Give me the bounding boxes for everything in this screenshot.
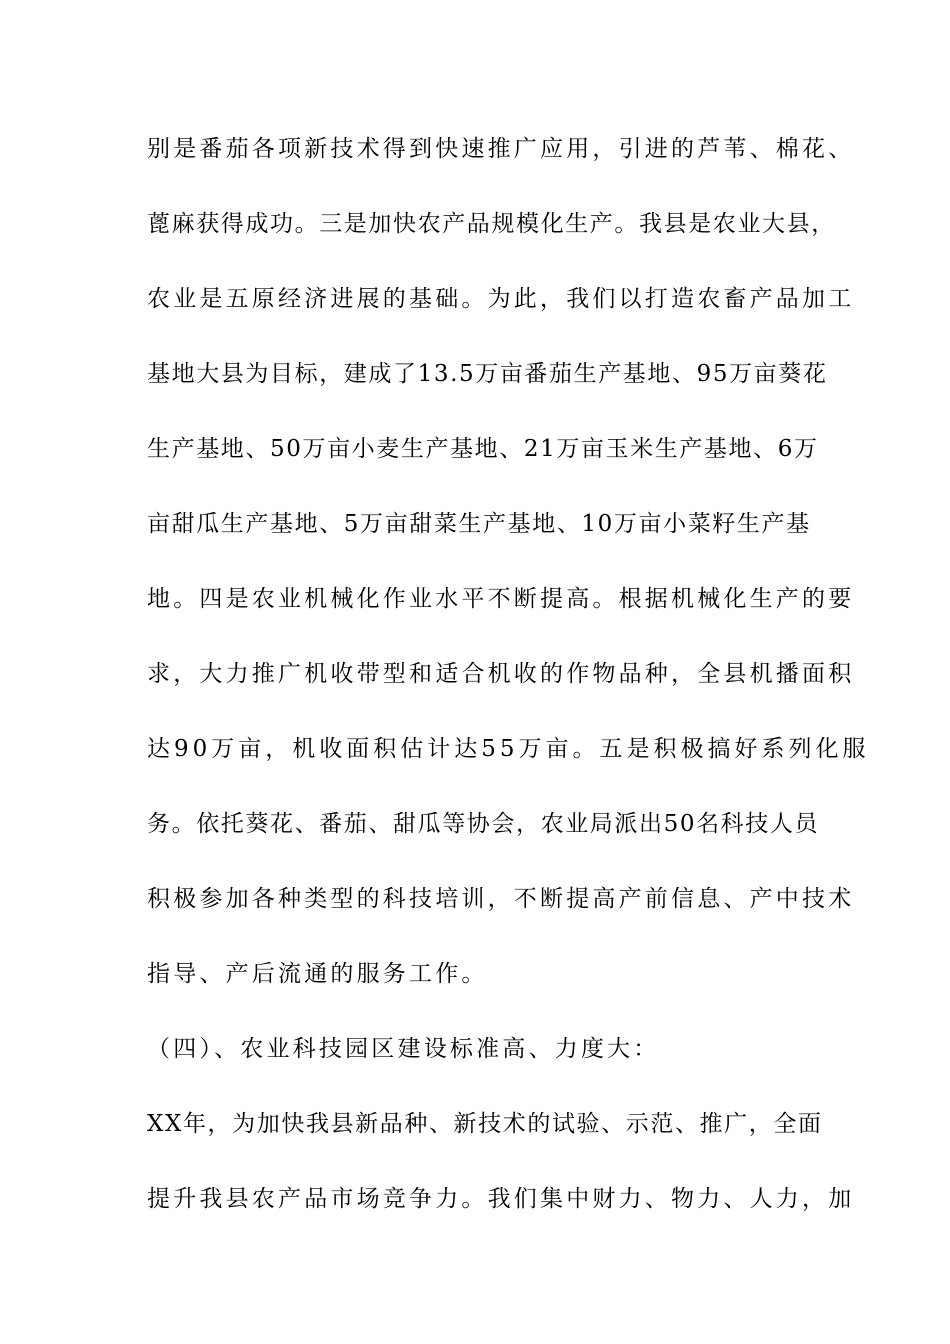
- text-line: 亩甜瓜生产基地、5万亩甜菜生产基地、10万亩小菜籽生产基: [147, 511, 811, 537]
- text-line: 指导、产后流通的服务工作。: [147, 961, 488, 987]
- text-line: 地。四是农业机械化作业水平不断提高。根据机械化生产的要: [147, 586, 855, 612]
- text-line: 基地大县为目标，建成了13.5万亩番茄生产基地、95万亩葵花: [147, 361, 828, 387]
- text-line: 蓖麻获得成功。三是加快农产品规模化生产。我县是农业大县，: [147, 211, 836, 237]
- section-heading: （四）、农业科技园区建设标准高、力度大：: [147, 1036, 660, 1062]
- text-line: 生产基地、50万亩小麦生产基地、21万亩玉米生产基地、6万: [147, 436, 819, 462]
- text-line: 农业是五原经济进展的基础。为此，我们以打造农畜产品加工: [147, 286, 855, 312]
- text-line: 达90万亩，机收面积估计达55万亩。五是积极搞好系列化服: [147, 736, 870, 762]
- text-line: 求，大力推广机收带型和适合机收的作物品种，全县机播面积: [147, 661, 855, 687]
- body-text: [147, 112, 870, 1237]
- text-line: 别是番茄各项新技术得到快速推广应用，引进的芦苇、棉花、: [147, 136, 855, 162]
- text-line: 积极参加各种类型的科技培训，不断提高产前信息、产中技术: [147, 886, 855, 912]
- text-line: 务。依托葵花、番茄、甜瓜等协会，农业局派出50名科技人员: [147, 811, 820, 837]
- text-line: XX年，为加快我县新品种、新技术的试验、示范、推广，全面: [147, 1111, 823, 1137]
- text-line: 提升我县农产品市场竞争力。我们集中财力、物力、人力，加: [147, 1186, 855, 1212]
